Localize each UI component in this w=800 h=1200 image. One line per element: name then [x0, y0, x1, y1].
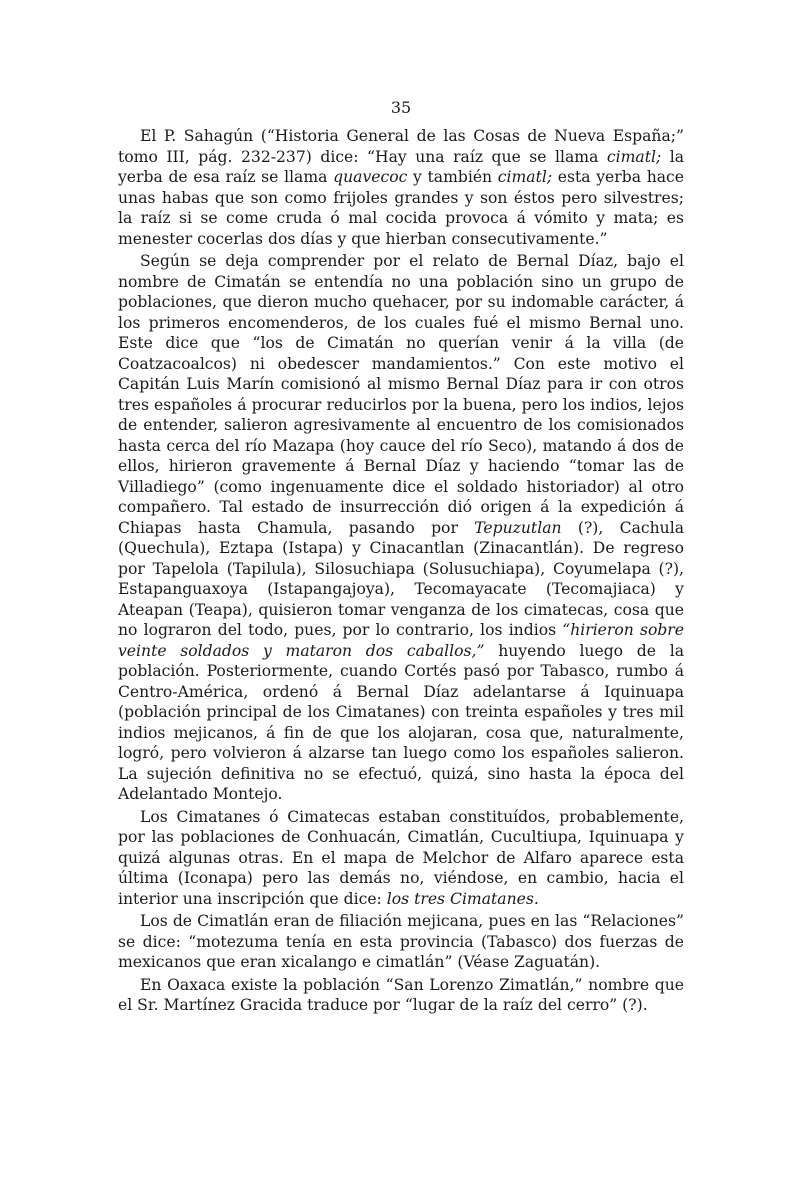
italic-run: cimatl;: [497, 168, 553, 186]
paragraph-4: [118, 911, 684, 973]
page-number: 35: [390, 98, 412, 117]
text-run: Los de Cimatlán eran de filiación mejicana, pues en las “Relaciones” se dice: “motezuma tenía en esta provincia (Tabasco) dos fuerzas de mexicanos que eran xicalango e cimatlán” (Véase Zaguatán).: [118, 912, 684, 971]
paragraph-3: [118, 807, 684, 910]
paragraph-5: [118, 975, 684, 1016]
italic-run: cimatl;: [606, 147, 662, 166]
paragraph-2: [118, 251, 684, 805]
text-run: la yerba de esa raíz se llama: [118, 147, 684, 186]
paragraph-1: [118, 126, 684, 249]
page-body: [118, 98, 684, 1016]
italic-run: quavecoc: [333, 168, 408, 186]
text-run: huyendo luego de la población. Posteriormente, cuando Cortés pasó por Tabasco, rumbo á Centro-América, ordenó á Bernal Díaz adelantarse á Iquinuapa (población principal de los Cimatanes) con treinta españoles y tres mil indios mejicanos, á fin de que los alojaran, cosa que, naturalmente, logró, pero volvieron á alzarse tan luego como los españoles salieron. La sujeción definitiva no se efectuó, quizá, sino hasta la época del Adelantado Montejo.: [118, 641, 684, 803]
text-run: (?), Cachula (Quechula), Eztapa (Istapa) y Cinacantlan (Zinacantlán). De regreso por Tapelola (Tapilula), Silosuchiapa (Solusuchiapa), Coyumelapa (?), Estapanguaxoya (Istapangajoya), Tecomayacate (Tecomajiaca) y Ateapan (Teapa), quisieron tomar venganza de los cimatecas, cosa que no lograron del todo, pues, por lo contrario, los indios: [118, 518, 684, 639]
text-run: esta yerba hace unas habas que son como frijoles grandes y son éstos pero silvestres; la raíz si se come cruda ó mal cocida provoca á vómito y mata; es menester cocerlas dos días y que hierban consecutivamente.”: [118, 168, 684, 248]
italic-run: los tres Cimatanes.: [386, 889, 539, 908]
text-run: y también: [407, 168, 498, 186]
text-run: El P. Sahagún (“Historia General de las Cosas de Nueva España;” tomo III, pág. 232-237) dice: “Hay una raíz que se llama: [118, 127, 684, 166]
italic-run: Tepuzutlan: [474, 518, 562, 537]
text-run: Los Cimatanes ó Cimatecas estaban constituídos, probablemente, por las poblaciones de Conhuacán, Cimatlán, Cucultiupa, Iquinuapa y quizá algunas otras. En el mapa de Melchor de Alfaro aparece esta última (Iconapa) pero las demás no, viéndose, en cambio, hacia el interior una inscripción que dice:: [118, 807, 684, 908]
text-run: Según se deja comprender por el relato de Bernal Díaz, bajo el nombre de Cimatán se entendía no una población sino un grupo de poblaciones, que dieron mucho quehacer, por su indomable carácter, á los primeros encomenderos, de los cuales fué el mismo Bernal uno. Este dice que “los de Cimatán no querían venir á la villa (de Coatzacoalcos) ni obedescer mandamientos.” Con este motivo el Capitán Luis Marín comisionó al mismo Bernal Díaz para ir con otros tres españoles á procurar reducirlos por la buena, pero los indios, lejos de entender, salieron agresivamente al encuentro de los comisionados hasta cerca del río Mazapa (hoy cauce del río Seco), matando á dos de ellos, hirieron gravemente á Bernal Díaz y haciendo “tomar las de Villadiego” (como ingenuamente dice el soldado historiador) al otro compañero. Tal estado de insurrección dió origen á la expedición á Chiapas hasta Chamula, pasando por: [118, 252, 684, 537]
text-run: En Oaxaca existe la población “San Lorenzo Zimatlán,” nombre que el Sr. Martínez Gracida traduce por “lugar de la raíz del cerro” (?).: [118, 975, 684, 1014]
italic-run: “hirieron sobre veinte soldados y mataron dos caballos,”: [118, 621, 684, 660]
